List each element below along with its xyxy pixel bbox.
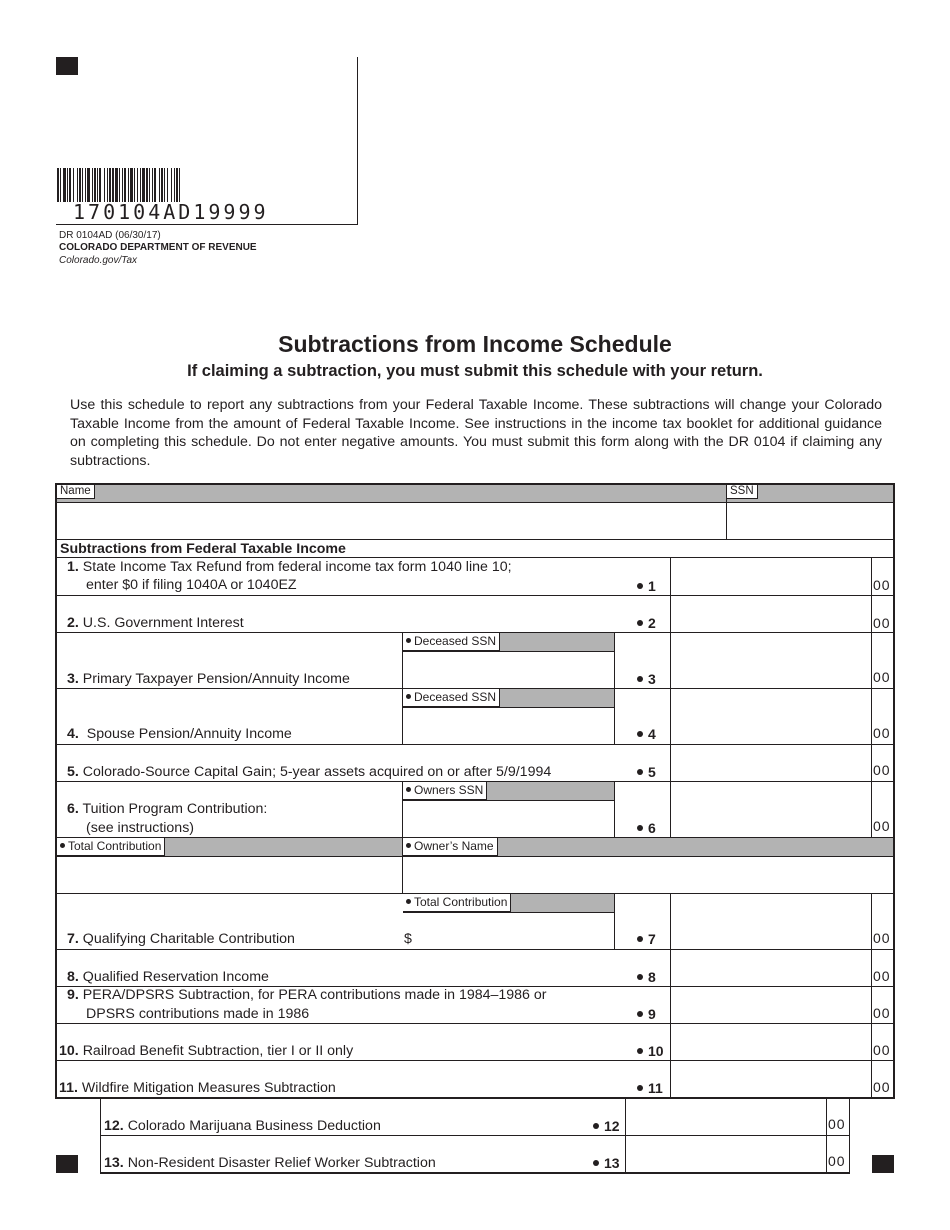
header-box-bottom-border (56, 224, 358, 225)
line-8-text: 8. Qualified Reservation Income (67, 969, 269, 985)
line-5-amount-input[interactable] (672, 745, 870, 781)
line-11-amount-input[interactable] (672, 1061, 870, 1097)
line-5-cents: 00 (873, 762, 891, 778)
line-13-cents: 00 (828, 1153, 846, 1169)
line-11-cents: 00 (873, 1079, 891, 1095)
line-9-cents: 00 (873, 1005, 891, 1021)
line-9-text-2: DPSRS contributions made in 1986 (86, 1006, 310, 1022)
name-input[interactable] (58, 503, 725, 538)
line-1-cents: 00 (873, 577, 891, 593)
line-6-owners-ssn-label: Owners SSN (403, 782, 487, 800)
line-6-owners-name-label: Owner’s Name (403, 838, 498, 856)
website: Colorado.gov/Tax (59, 255, 138, 266)
line-8-amount-input[interactable] (672, 950, 870, 986)
line-10-text: 10. Railroad Benefit Subtraction, tier I or II only (59, 1043, 354, 1059)
line-1-amount-input[interactable] (672, 558, 870, 594)
line-3-amount-input[interactable] (672, 633, 870, 688)
line-9-box-number: 9 (637, 1006, 656, 1022)
line-2-text: 2. U.S. Government Interest (67, 615, 244, 631)
line-3-cents: 00 (873, 669, 891, 685)
line-8-box-number: 8 (637, 969, 656, 985)
line-7-text: 7. Qualifying Charitable Contribution (67, 931, 295, 947)
line-13-amount-input[interactable] (627, 1136, 825, 1172)
registration-mark-top-left (56, 57, 78, 75)
ssn-label: SSN (727, 485, 758, 499)
line-2-amount-input[interactable] (672, 596, 870, 632)
line-2-box-number: 2 (637, 615, 656, 631)
line-7-amount-input[interactable] (672, 894, 870, 949)
line-1-box-number: 1 (637, 578, 656, 594)
line-5-text: 5. Colorado-Source Capital Gain; 5-year assets acquired on or after 5/9/1994 (67, 764, 552, 780)
line-7-box-number: 7 (637, 931, 656, 947)
line-6-cents: 00 (873, 818, 891, 834)
line-7-total-contribution-input[interactable] (416, 913, 613, 948)
line-5-box-number: 5 (637, 764, 656, 780)
line-3-deceased-ssn-input[interactable] (404, 652, 613, 687)
line-11-box-number: 11 (637, 1080, 663, 1096)
line-4-cents: 00 (873, 725, 891, 741)
registration-mark-bottom-left (56, 1155, 78, 1173)
line-1-text: 1. State Income Tax Refund from federal income tax form 1040 line 10; (67, 559, 512, 575)
line-12-cents: 00 (828, 1116, 846, 1132)
page-subtitle: If claiming a subtraction, you must submit this schedule with your return. (187, 362, 763, 380)
line-12-amount-input[interactable] (627, 1099, 825, 1135)
line-10-box-number: 10 (637, 1043, 664, 1059)
line-2-cents: 00 (873, 615, 891, 631)
line-6-box-number: 6 (637, 820, 656, 836)
line-4-text: 4. Spouse Pension/Annuity Income (67, 726, 292, 742)
line-9-amount-input[interactable] (672, 987, 870, 1023)
line-12-box-number: 12 (593, 1118, 620, 1134)
line-4-box-number: 4 (637, 726, 656, 742)
line-10-cents: 00 (873, 1042, 891, 1058)
line-6-owners-name-input[interactable] (404, 857, 892, 892)
line-4-deceased-ssn-input[interactable] (404, 708, 613, 743)
department-name: COLORADO DEPARTMENT OF REVENUE (59, 242, 257, 253)
line-6-amount-input[interactable] (672, 782, 870, 837)
line-7-total-contribution-label: Total Contribution (403, 894, 511, 912)
barcode-number: 170104AD19999 (73, 200, 269, 224)
header-box-right-border (357, 57, 358, 225)
line-6-owners-ssn-input[interactable] (404, 801, 613, 836)
form-id: DR 0104AD (06/30/17) (59, 230, 161, 241)
line-10-amount-input[interactable] (672, 1024, 870, 1060)
line-13-text: 13. Non-Resident Disaster Relief Worker Subtraction (104, 1155, 436, 1171)
line-1-text-2: enter $0 if filing 1040A or 1040EZ (86, 577, 297, 593)
instructions: Use this schedule to report any subtractions from your Federal Taxable Income. These subtractions will change your Colorado Taxable Income from the amount of Federal Taxable Income. See instructions in the income tax booklet for additional guidance on completing this schedule. Do not enter negative amounts. You must submit this form along with the DR 0104 if claiming any subtractions. (70, 397, 882, 469)
registration-mark-bottom-right (872, 1155, 894, 1173)
line-6-text: 6. Tuition Program Contribution: (67, 801, 268, 817)
page-title: Subtractions from Income Schedule (278, 331, 672, 357)
line-3-box-number: 3 (637, 671, 656, 687)
name-label: Name (57, 485, 95, 499)
line-4-amount-input[interactable] (672, 689, 870, 744)
line-12-text: 12. Colorado Marijuana Business Deduction (104, 1118, 381, 1134)
line-6-text-2: (see instructions) (86, 820, 195, 836)
line-3-text: 3. Primary Taxpayer Pension/Annuity Income (67, 671, 350, 687)
barcode (57, 168, 309, 202)
ssn-input[interactable] (728, 503, 892, 538)
form-right-border (893, 483, 895, 1098)
line-9-text: 9. PERA/DPSRS Subtraction, for PERA contributions made in 1984–1986 or (67, 987, 547, 1003)
line-6-total-contribution-input[interactable] (58, 857, 401, 892)
line-6-total-contribution-label: Total Contribution (57, 838, 165, 856)
line-4-deceased-ssn-label: Deceased SSN (403, 689, 500, 707)
line-11-text: 11. Wildfire Mitigation Measures Subtraction (59, 1080, 336, 1096)
line-7-cents: 00 (873, 930, 891, 946)
line-8-cents: 00 (873, 968, 891, 984)
line-3-deceased-ssn-label: Deceased SSN (403, 633, 500, 651)
line-13-box-number: 13 (593, 1155, 620, 1171)
line-7-dollar-sign: $ (404, 931, 412, 947)
section-title: Subtractions from Federal Taxable Income (60, 541, 346, 557)
form-left-border (55, 483, 57, 1098)
